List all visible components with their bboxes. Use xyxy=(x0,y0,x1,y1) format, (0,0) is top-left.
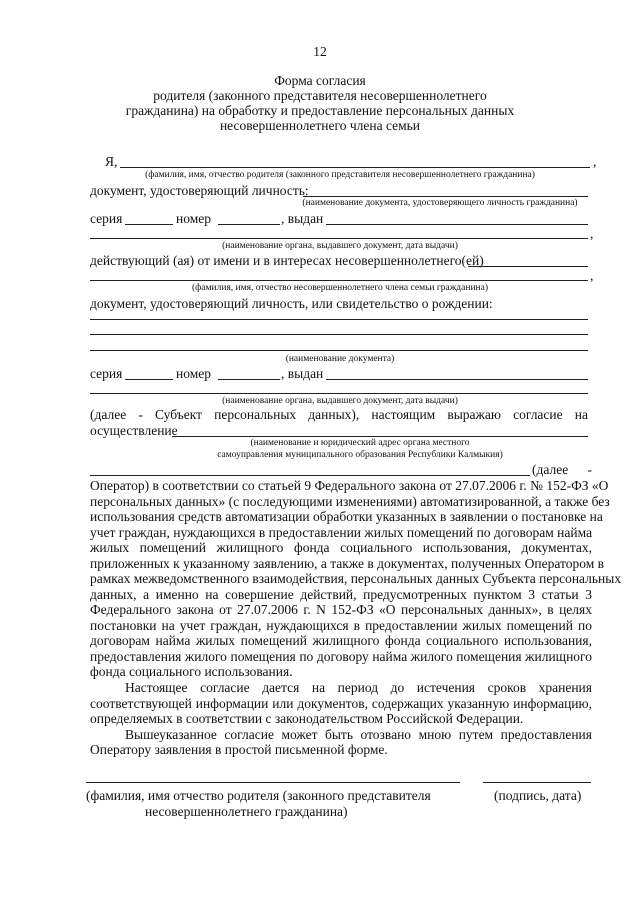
birth-doc-field-3[interactable] xyxy=(90,350,588,351)
issued-field[interactable] xyxy=(326,224,588,225)
body-line: использования средств автоматизации обработки указанных в заявлении о постановке на xyxy=(90,509,603,524)
comma: , xyxy=(593,154,597,169)
body-line: жилых помещений жилищного фонда социального использования, документах, xyxy=(90,540,592,555)
parent-name-signature-field[interactable] xyxy=(86,782,460,783)
body-line: Оператор) в соответствии со статьей 9 Федерального закона от 27.07.2006 г. № 152-ФЗ «О xyxy=(90,478,609,493)
number-field-2[interactable] xyxy=(218,379,280,380)
birth-doc-field-1[interactable] xyxy=(90,319,588,320)
signature-name-hint-1: (фамилия, имя отчество родителя (законного представителя xyxy=(86,788,431,803)
title-line-2: родителя (законного представителя несовершеннолетнего xyxy=(153,88,487,103)
signature-date-hint: (подпись, дата) xyxy=(494,788,582,803)
hint-org-line-2: самоуправления муниципального образования Республики Калмыкия) xyxy=(217,450,503,460)
revocation-line-2: Оператору заявления в простой письменной форме. xyxy=(90,742,388,757)
number-label-2: номер xyxy=(176,366,212,381)
comma-2: , xyxy=(590,226,594,241)
body-line: данных, а именно на совершение действий, предусмотренных пунктом 3 статьи 3 xyxy=(90,586,592,602)
series-label: серия xyxy=(90,211,123,226)
acting-field[interactable] xyxy=(468,266,588,267)
title-line-3: гражданина) на обработку и предоставление персональных данных xyxy=(125,103,515,118)
series-field[interactable] xyxy=(125,224,173,225)
body-line: учет граждан, нуждающихся в предоставлении жилых помещений по договорам найма xyxy=(90,524,593,540)
id-document-field[interactable] xyxy=(303,196,588,197)
issued-field-2[interactable] xyxy=(90,238,588,239)
hint-org-line-1: (наименование и юридический адрес органа местного xyxy=(250,438,470,448)
id-document-label: документ, удостоверяющий личность: xyxy=(90,183,309,198)
issued-field-child-2[interactable] xyxy=(90,393,588,394)
organ-field[interactable] xyxy=(172,436,588,437)
child-name-field[interactable] xyxy=(90,280,588,281)
validity-line-2: соответствующей информации или документов, содержащих указанную информацию, xyxy=(90,695,592,711)
hint-parent-name: (фамилия, имя, отчество родителя (законного представителя несовершеннолетнего гражданина) xyxy=(145,170,535,180)
further-subject-line: (далее - Субъект персональных данных), настоящим выражаю согласие на xyxy=(90,407,588,422)
issued-label-2: , выдан xyxy=(281,366,324,381)
parent-name-field[interactable] xyxy=(120,167,590,168)
acting-label: действующий (ая) от имени и в интересах несовершеннолетнего(ей) xyxy=(90,253,484,268)
page-number: 12 xyxy=(313,44,327,59)
hint-issuer-2: (наименование органа, выдавшего документ, дата выдачи) xyxy=(222,396,458,406)
hint-issuer: (наименование органа, выдавшего документ, дата выдачи) xyxy=(222,241,458,251)
title-line-4: несовершеннолетнего члена семьи xyxy=(219,118,421,133)
number-field[interactable] xyxy=(218,224,280,225)
hint-child-name: (фамилия, имя, отчество несовершеннолетнего члена семьи гражданина) xyxy=(191,283,488,293)
validity-line-1: Настоящее согласие дается на период до истечения сроков хранения xyxy=(125,680,592,695)
body-line-last: фонда социального использования. xyxy=(90,664,293,679)
implementation-label: осуществление xyxy=(90,423,178,438)
body-line: договорам найма жилых помещений жилищного фонда социального использования, xyxy=(90,633,592,648)
birth-doc-field-2[interactable] xyxy=(90,334,588,335)
organ-field-2[interactable] xyxy=(90,475,530,476)
birth-doc-label: документ, удостоверяющий личность, или свидетельство о рождении: xyxy=(90,296,493,311)
validity-line-3: определяемых в соответствии с законодательством Российской Федерации. xyxy=(90,711,524,726)
signature-name-hint-2: несовершеннолетнего гражданина) xyxy=(145,804,348,819)
form-title: Форма согласия xyxy=(274,73,366,88)
comma-3: , xyxy=(590,268,594,283)
hint-doc-name: (наименование документа, удостоверяющего личность гражданина) xyxy=(302,198,578,208)
body-line: предоставления жилого помещения по договору найма жилого помещения жилищного xyxy=(90,648,592,664)
dalee-label: (далее - xyxy=(532,462,592,477)
series-field-2[interactable] xyxy=(125,379,173,380)
number-label: номер xyxy=(176,211,212,226)
revocation-line-1: Вышеуказанное согласие может быть отозвано мною путем предоставления xyxy=(125,726,592,742)
signature-date-field[interactable] xyxy=(483,782,591,783)
body-line: рамках межведомственного взаимодействия, персональных данных Субъекта персональных xyxy=(90,571,622,586)
body-line: постановки на учет граждан, нуждающихся в предоставлении жилых помещений по xyxy=(90,617,592,633)
issued-label: , выдан xyxy=(281,211,324,226)
issued-field-child[interactable] xyxy=(326,379,588,380)
hint-document: (наименование документа) xyxy=(285,354,395,364)
body-line: Федерального закона от 27.07.2006 г. N 152-ФЗ «О персональных данных», в целях xyxy=(90,602,592,617)
series-label-2: серия xyxy=(90,366,123,381)
body-line: приложенных к указанному заявлению, а также в документах, полученных Оператором в xyxy=(90,555,605,571)
body-line: персональных данных» (с последующими изменениями) автоматизированной, а также без xyxy=(90,493,610,509)
ya-label: Я, xyxy=(105,154,118,169)
